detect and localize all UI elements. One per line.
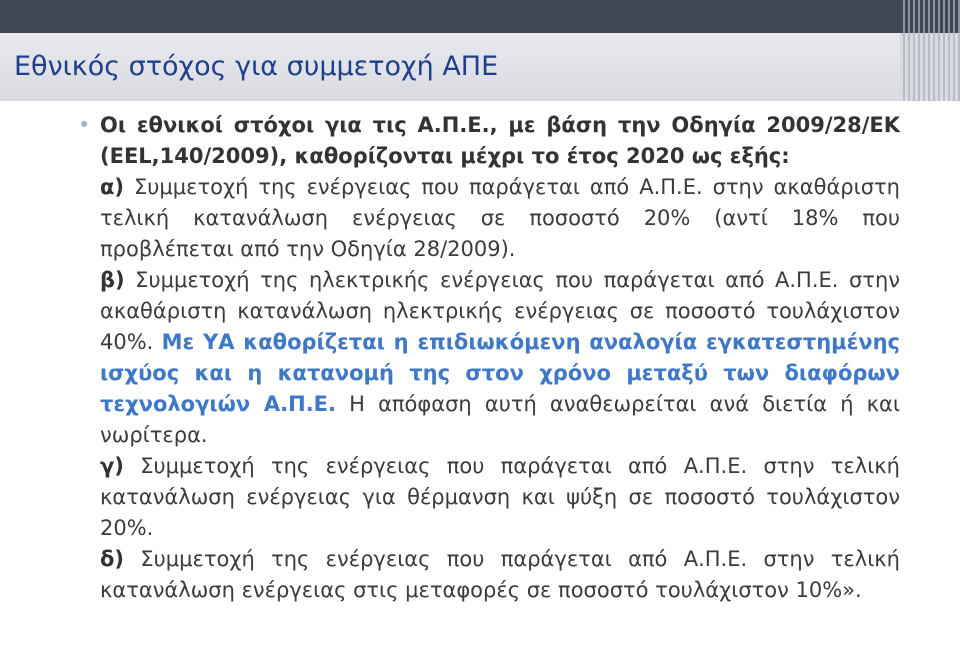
item-c (100, 451, 900, 544)
item-d-label: δ) (100, 547, 125, 571)
intro-bullet (78, 110, 900, 172)
item-c-label: γ) (100, 454, 124, 478)
item-b-text-after: Η απόφαση αυτή αναθεωρείται ανά διετία ή και νωρίτερα. (100, 392, 900, 447)
intro-text: Οι εθνικοί στόχοι για τις Α.Π.Ε., με βάση την Οδηγία 2009/28/ΕΚ (ΕΕL,140/2009), καθορίζονται μέχρι το έτος 2020 ως εξής: (100, 113, 900, 168)
slide-content (78, 110, 900, 606)
item-b-highlight: Με ΥΑ καθορίζεται η επιδιωκόμενη αναλογία εγκατεστημένης ισχύος και η κατανομή της στον χρόνο μεταξύ των διαφόρων τεχνολογιών Α.Π.Ε. (100, 330, 900, 416)
item-b-label: β) (100, 268, 125, 292)
top-bar-stripes (900, 0, 960, 33)
item-a-text: Συμμετοχή της ενέργειας που παράγεται από Α.Π.Ε. στην ακαθάριστη τελική κατανάλωση ενέργειας σε ποσοστό 20% (αντί 18% που προβλέπεται από την Οδηγία 28/2009). (100, 175, 900, 261)
item-a (100, 172, 900, 265)
item-b-text: Συμμετοχή της ηλεκτρικής ενέργειας που παράγεται από Α.Π.Ε. στην ακαθάριστη κατανάλωση ηλεκτρικής ενέργειας σε ποσοστό τουλάχιστον 40%. (100, 268, 900, 354)
top-bar (0, 0, 960, 33)
item-a-label: α) (100, 175, 125, 199)
item-c-text: Συμμετοχή της ενέργειας που παράγεται από Α.Π.Ε. στην τελική κατανάλωση ενέργειας για θέρμανση και ψύξη σε ποσοστό τουλάχιστον 20%. (100, 454, 900, 540)
bullet-icon: • (78, 113, 91, 137)
slide-title: Εθνικός στόχος για συμμετοχή ΑΠΕ (14, 51, 499, 82)
title-band-stripes (900, 33, 960, 101)
item-d (100, 544, 900, 606)
item-b (100, 265, 900, 451)
item-d-text: Συμμετοχή της ενέργειας που παράγεται από Α.Π.Ε. στην τελική κατανάλωση ενέργειας στις μεταφορές σε ποσοστό τουλάχιστον 10%». (100, 547, 900, 602)
